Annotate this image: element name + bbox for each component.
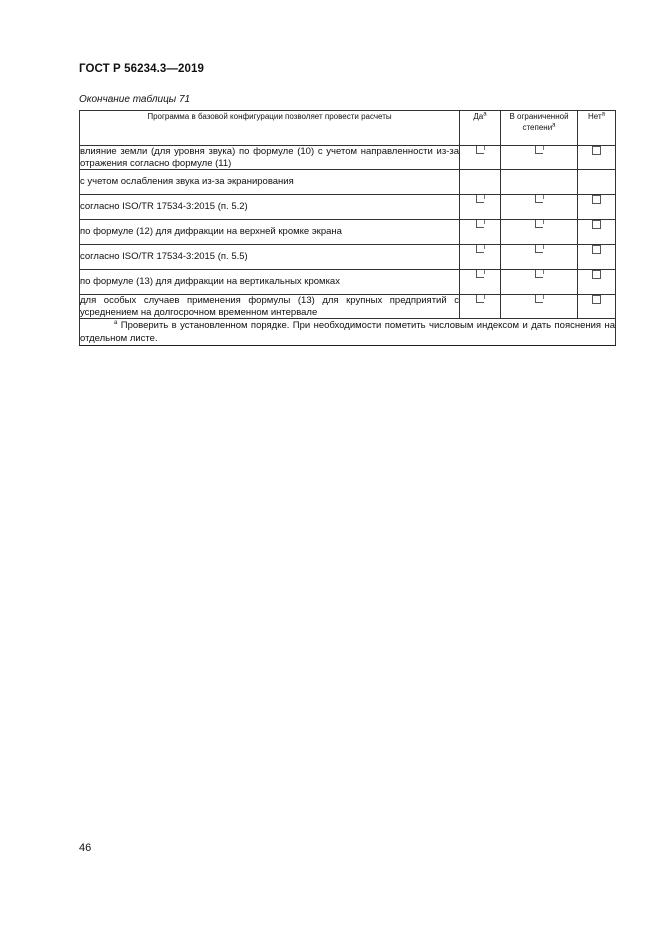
- footnote-mark: а: [114, 319, 118, 326]
- document-header: ГОСТ Р 56234.3—2019: [79, 63, 204, 75]
- limited-checkbox[interactable]: [501, 270, 578, 295]
- checkbox-icon: [592, 245, 601, 254]
- yes-checkbox[interactable]: [460, 270, 501, 295]
- row-text: согласно ISO/TR 17534-3:2015 (п. 5.5): [80, 245, 460, 270]
- page-number: 46: [79, 842, 92, 854]
- no-checkbox[interactable]: [578, 146, 616, 170]
- row-text: для особых случаев применения формулы (13) для крупных предприятий с усреднением на долгосрочном временном интервале: [80, 295, 459, 318]
- checkbox-icon: [535, 295, 543, 303]
- yes-checkbox[interactable]: [460, 146, 501, 170]
- no-checkbox[interactable]: [578, 245, 616, 270]
- limited-checkbox[interactable]: [501, 195, 578, 220]
- limited-checkbox[interactable]: [501, 220, 578, 245]
- table-row: [80, 270, 616, 295]
- no-checkbox[interactable]: [578, 195, 616, 220]
- table-row: [80, 220, 616, 245]
- row-text: согласно ISO/TR 17534-3:2015 (п. 5.2): [80, 195, 460, 220]
- checkbox-icon: [476, 245, 484, 253]
- checkbox-icon: [592, 195, 601, 204]
- limited-checkbox[interactable]: [501, 295, 578, 319]
- no-checkbox[interactable]: [578, 270, 616, 295]
- yes-checkbox[interactable]: [460, 220, 501, 245]
- yes-checkbox[interactable]: [460, 245, 501, 270]
- checkbox-icon: [535, 270, 543, 278]
- table-caption: Окончание таблицы 71: [79, 94, 191, 105]
- table-row: [80, 146, 616, 170]
- table-row: [80, 195, 616, 220]
- table-header-row: [80, 111, 616, 146]
- column-header-requirement: Программа в базовой конфигурации позволяет провести расчеты: [80, 111, 460, 146]
- table-row: [80, 170, 616, 195]
- empty-cell: [578, 170, 616, 195]
- checkbox-icon: [476, 270, 484, 278]
- checkbox-icon: [476, 295, 484, 303]
- column-header-limited: В ограниченной степени$^а$: [501, 111, 578, 146]
- checkbox-icon: [535, 146, 543, 154]
- checkbox-icon: [535, 245, 543, 253]
- footnote-text: Проверить в установленном порядке. При необходимости пометить числовым индексом и дать пояснения на отдельном листе.: [80, 320, 615, 344]
- checkbox-icon: [476, 220, 484, 228]
- checkbox-icon: [592, 146, 601, 155]
- checkbox-icon: [535, 195, 543, 203]
- checkbox-icon: [476, 146, 484, 154]
- checkbox-icon: [476, 195, 484, 203]
- checkbox-icon: [592, 295, 601, 304]
- empty-cell: [501, 170, 578, 195]
- footnote-row: [80, 319, 616, 346]
- empty-cell: [460, 170, 501, 195]
- limited-checkbox[interactable]: [501, 146, 578, 170]
- table-row: [80, 295, 616, 319]
- row-text: влияние земли (для уровня звука) по формуле (10) с учетом направленности из-за отражения согласно формуле (11): [80, 146, 459, 169]
- row-text: по формуле (12) для дифракции на верхней кромке экрана: [80, 220, 460, 245]
- requirements-table: [79, 110, 616, 346]
- yes-checkbox[interactable]: [460, 195, 501, 220]
- checkbox-icon: [592, 270, 601, 279]
- no-checkbox[interactable]: [578, 220, 616, 245]
- yes-checkbox[interactable]: [460, 295, 501, 319]
- table-row: [80, 245, 616, 270]
- column-header-yes: $Да^а$: [460, 111, 501, 146]
- checkbox-icon: [535, 220, 543, 228]
- limited-checkbox[interactable]: [501, 245, 578, 270]
- row-text: по формуле (13) для дифракции на вертикальных кромках: [80, 270, 460, 295]
- column-header-no: Нет$^а$: [578, 111, 616, 146]
- checkbox-icon: [592, 220, 601, 229]
- no-checkbox[interactable]: [578, 295, 616, 319]
- row-text: с учетом ослабления звука из-за экранирования: [80, 170, 460, 195]
- table-footnote: [80, 319, 616, 346]
